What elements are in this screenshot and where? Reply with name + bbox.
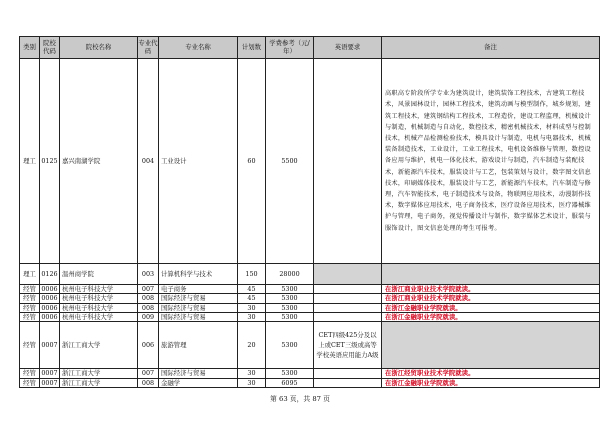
cell-major-code: 007	[138, 369, 159, 378]
cell-major-name: 国际经济与贸易	[159, 303, 238, 312]
cell-notes: 在浙江商业职业技术学院就读。	[382, 294, 600, 303]
page-footer: 第 63 页，共 87 页	[270, 395, 330, 403]
cell-english	[314, 312, 382, 321]
cell-plan: 60	[238, 59, 266, 264]
cell-tuition: 28000	[266, 264, 314, 285]
cell-notes: 在浙江商业职业技术学院就读。	[382, 285, 600, 294]
cell-category: 经管	[20, 285, 40, 294]
cell-school-code: 0007	[41, 378, 58, 387]
cell-major-code: 009	[138, 312, 159, 321]
header-english: 英语要求	[314, 37, 382, 59]
table-header-row	[20, 37, 600, 59]
cell-school-name: 浙江工商大学	[60, 369, 138, 378]
cell-school-name: 浙江工商大学	[60, 378, 138, 387]
cell-major-name: 旅游管理	[159, 322, 238, 369]
cell-major-name: 国际经济与贸易	[159, 312, 238, 321]
cell-major-code: 003	[138, 264, 159, 285]
cell-english: CET四级425分及以上或CET三级或高等学校英语应用能力A级	[314, 322, 382, 369]
cell-category: 经管	[20, 312, 40, 321]
cell-major-code: 006	[138, 322, 159, 369]
cell-plan: 20	[238, 322, 266, 369]
table-row	[20, 369, 600, 378]
cell-notes	[382, 322, 600, 369]
cell-plan: 150	[238, 264, 266, 285]
header-school-code: 院校代码	[40, 37, 60, 59]
cell-notes	[382, 264, 600, 285]
header-notes: 备注	[382, 37, 600, 59]
admission-plan-table	[19, 36, 600, 388]
cell-plan: 30	[238, 303, 266, 312]
cell-notes: 在浙江金融职业学院就读。	[382, 303, 600, 312]
cell-school-name: 杭州电子科技大学	[60, 303, 138, 312]
cell-tuition: 5500	[266, 59, 314, 264]
table-row	[20, 303, 600, 312]
cell-major-name: 国际经济与贸易	[159, 369, 238, 378]
cell-school-name: 浙江工商大学	[60, 322, 138, 369]
cell-major-code: 008	[138, 303, 159, 312]
cell-major-name: 电子商务	[159, 285, 238, 294]
cell-major-name: 计算机科学与技术	[159, 264, 238, 285]
cell-category: 经管	[20, 369, 40, 378]
cell-english	[314, 285, 382, 294]
cell-category: 经管	[20, 294, 40, 303]
header-major-code: 专业代码	[138, 37, 159, 59]
cell-plan: 30	[238, 312, 266, 321]
cell-notes: 高职高专阶段所学专业为建筑设计，建筑装饰工程技术，古建筑工程技术，风景园林设计，园林工程技术，建筑动画与模型制作，城乡规划，建筑工程技术，建筑钢结构工程技术，工程造价，建设工程监理，机械设计与制造，机械制造与自动化，数控技术，精密机械技术，材料成型与控制技术，机械产品检测检验技术，模具设计与制造，电机与电器技术，机械装备制造技术，工业设计，工业工程技术，电机设备维修与管理，数控设备应用与维护，机电一体化技术，游戏设计与制造，汽车制造与装配技术，新能源汽车技术，服装设计与工艺，包装策划与设计，数字图文信息技术，印刷媒体技术，服装设计与工艺，新能源汽车技术，汽车制造与修理，汽车智能技术，电子制造技术与设备，物联网应用技术，动漫制作技术，数字媒体应用技术，电子商务技术，医疗设备应用技术，医疗器械维护与管理，电子商务，视觉传播设计与制作，数字媒体艺术设计，服装与服饰设计，图文信息处理的考生可报考。	[382, 59, 600, 264]
cell-english	[314, 378, 382, 387]
cell-tuition: 5300	[266, 322, 314, 369]
header-plan: 计划数	[238, 37, 266, 59]
cell-school-code: 0125	[40, 59, 60, 264]
cell-major-code: 007	[138, 285, 159, 294]
cell-english	[314, 294, 382, 303]
cell-plan: 45	[238, 285, 266, 294]
table-row	[20, 285, 600, 294]
cell-school-name: 温州商学院	[60, 264, 138, 285]
cell-school-code: 0126	[40, 264, 60, 285]
table-row	[20, 312, 600, 321]
header-category: 类别	[20, 37, 40, 59]
header-school-name: 院校名称	[60, 37, 138, 59]
cell-major-code: 008	[138, 294, 159, 303]
cell-school-code: 0007	[41, 369, 58, 378]
cell-category: 理工	[20, 264, 40, 285]
cell-school-code: 0006	[41, 312, 58, 321]
cell-plan: 30	[238, 378, 266, 387]
cell-notes: 在浙江金融职业学院就读。	[382, 378, 600, 387]
cell-tuition: 6095	[266, 378, 314, 387]
cell-major-name: 工业设计	[159, 59, 238, 264]
cell-english	[314, 59, 382, 264]
cell-school-code: 0006	[41, 303, 58, 312]
cell-category: 理工	[20, 59, 40, 264]
cell-notes: 在浙江经贸职业技术学院就读。	[382, 369, 600, 378]
cell-category: 经管	[20, 303, 40, 312]
cell-tuition: 5300	[266, 312, 314, 321]
header-tuition: 学费参考（元/年）	[266, 37, 314, 59]
cell-school-name: 杭州电子科技大学	[60, 285, 138, 294]
table-row	[20, 322, 600, 369]
cell-school-name: 杭州电子科技大学	[60, 312, 138, 321]
cell-tuition: 5300	[266, 303, 314, 312]
table-row	[20, 264, 600, 285]
table-row	[20, 59, 600, 264]
cell-category: 经管	[20, 378, 40, 387]
cell-school-name: 嘉兴南湖学院	[60, 59, 138, 264]
cell-category: 经管	[20, 322, 40, 369]
cell-school-code: 0007	[40, 322, 60, 369]
cell-english	[314, 303, 382, 312]
cell-plan: 45	[238, 294, 266, 303]
cell-school-name: 杭州电子科技大学	[60, 294, 138, 303]
cell-major-name: 金融学	[159, 378, 238, 387]
cell-school-code: 0006	[41, 294, 58, 303]
cell-english	[314, 369, 382, 378]
cell-tuition: 5300	[266, 294, 314, 303]
cell-plan: 30	[238, 369, 266, 378]
cell-tuition: 5300	[266, 369, 314, 378]
table-row	[20, 378, 600, 387]
cell-school-code: 0006	[41, 285, 58, 293]
cell-notes: 在浙江金融职业学院就读。	[382, 312, 600, 321]
cell-major-code: 004	[138, 59, 159, 264]
cell-major-code: 008	[138, 378, 159, 387]
cell-major-name: 国际经济与贸易	[159, 294, 238, 303]
table-row	[20, 294, 600, 303]
header-major-name: 专业名称	[159, 37, 238, 59]
cell-tuition: 5300	[266, 285, 314, 294]
cell-english	[314, 264, 382, 285]
